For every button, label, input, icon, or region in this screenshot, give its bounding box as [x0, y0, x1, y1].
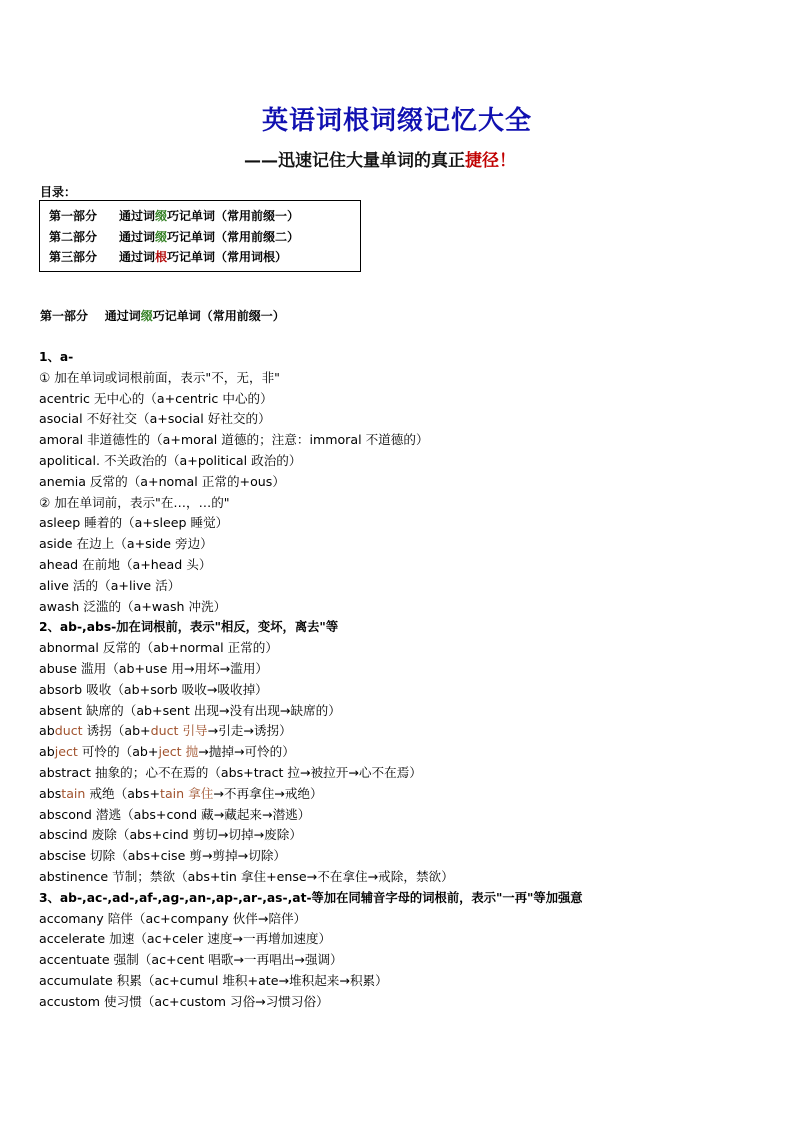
word-entry — [39, 721, 583, 742]
word-entry: accumulate 积累（ac+cumul 堆积+ate→堆积起来→积累） — [39, 972, 388, 988]
section-text: 巧记单词（常用前缀一） — [152, 309, 285, 323]
entry-fragment: duct 引导 — [150, 723, 208, 739]
toc-item-text: 巧记单词（常用词根） — [167, 250, 288, 264]
page-subtitle — [244, 146, 516, 171]
section-part: 第一部分 — [40, 309, 89, 323]
toc-item-text: 通过词 — [119, 229, 156, 244]
word-entry: abscise 切除（abs+cise 剪→剪掉→切除） — [39, 848, 287, 864]
section-text: 通过词 — [104, 309, 141, 323]
entry-fragment: tain 拿住 — [160, 785, 214, 801]
entry-fragment: 诱拐（ab+ — [82, 723, 151, 739]
word-entry: abstinence 节制；禁欲（abs+tin 拿住+ense→不在拿住→戒除，禁欲） — [39, 868, 454, 884]
word-entry: amoral 非道德性的（a+moral 道德的；注意：immoral 不道德的） — [39, 432, 429, 448]
entry-heading: 1、a- — [39, 350, 74, 364]
word-entry: accelerate 加速（ac+celer 速度→一再增加速度） — [39, 931, 332, 947]
word-entry: asocial 不好社交（a+social 好社交的） — [39, 411, 271, 427]
word-entry: abnormal 反常的（ab+normal 正常的） — [39, 640, 278, 656]
toc-item-part: 第一部分 — [49, 209, 98, 223]
entry-fragment: duct — [54, 723, 83, 739]
word-entry: abscond 潜逃（abs+cond 藏→藏起来→潜逃） — [39, 806, 311, 822]
word-entry: accustom 使习惯（ac+custom 习俗→习惯习俗） — [39, 993, 329, 1009]
entry-fragment: abs — [39, 785, 62, 801]
word-entry: accentuate 强制（ac+cent 唱歌→一再唱出→强调） — [39, 952, 343, 968]
word-entry: accomany 陪伴（ac+company 伙伴→陪伴） — [39, 910, 307, 926]
toc-item-text: 巧记单词（常用前缀二） — [167, 229, 300, 244]
entry-fragment: ject 抛 — [158, 744, 199, 760]
word-entry: abstract 抽象的；心不在焉的（abs+tract 拉→被拉开→心不在焉） — [39, 764, 422, 780]
toc-item-text: 巧记单词（常用前缀一） — [167, 209, 300, 223]
toc-item-part: 第三部分 — [49, 250, 98, 264]
table-of-contents — [39, 200, 361, 272]
entry-fragment: ject — [54, 744, 78, 760]
subtitle-highlight: 捷径 — [465, 151, 499, 171]
toc-item-mark: 缀 — [155, 229, 168, 244]
word-entry: awash 泛滥的（a+wash 冲洗） — [39, 598, 227, 614]
word-entry: abscind 废除（abs+cind 剪切→切掉→废除） — [39, 827, 302, 843]
toc-item[interactable] — [49, 247, 360, 268]
entry-fragment: →不再拿住→戒绝） — [213, 785, 323, 801]
word-entry — [39, 742, 583, 763]
section-heading — [40, 307, 285, 324]
toc-item-part: 第二部分 — [49, 229, 98, 244]
word-entry: alive 活的（a+live 活） — [39, 577, 181, 593]
word-entry: anemia 反常的（a+nomal 正常的+ous） — [39, 473, 285, 489]
word-entry: abuse 滥用（ab+use 用→用坏→滥用） — [39, 660, 269, 676]
page-title: 英语词根词缀记忆大全 — [261, 106, 532, 136]
word-entry: aside 在边上（a+side 旁边） — [39, 536, 213, 552]
word-entry: absent 缺席的（ab+sent 出现→没有出现→缺席的） — [39, 702, 341, 718]
toc-item-text: 通过词 — [119, 209, 156, 223]
word-entry: ① 加在单词或词根前面，表示"不，无，非" — [39, 369, 280, 385]
word-entry — [39, 784, 583, 805]
entry-fragment: tain — [61, 785, 86, 801]
entry-fragment: 可怜的（ab+ — [77, 744, 159, 760]
section-mark: 缀 — [140, 309, 153, 323]
toc-item[interactable] — [49, 206, 360, 227]
word-entry: ② 加在单词前，表示"在…，…的" — [39, 494, 230, 510]
subtitle-suffix: ！ — [499, 151, 516, 171]
entry-fragment: →引走→诱拐） — [207, 723, 292, 739]
entry-fragment: ab — [39, 723, 55, 739]
word-entry: absorb 吸收（ab+sorb 吸收→吸收掉） — [39, 681, 268, 697]
word-list — [39, 347, 583, 1013]
toc-item[interactable] — [49, 227, 360, 248]
entry-fragment: 戒绝（abs+ — [85, 785, 161, 801]
toc-item-mark: 根 — [155, 250, 168, 264]
entry-fragment: ab — [39, 744, 55, 760]
entry-fragment: →抛掉→可怜的） — [198, 744, 295, 760]
word-entry: apolitical. 不关政治的（a+political 政治的） — [39, 452, 302, 468]
toc-label: 目录： — [40, 185, 77, 199]
subtitle-prefix: ——迅速记住大量单词的真正 — [244, 151, 465, 171]
word-entry: asleep 睡着的（a+sleep 睡觉） — [39, 515, 229, 531]
entry-heading: 3、ab-,ac-,ad-,af-,ag-,an-,ap-,ar-,as-,at-等加在同辅音字母的词根前，表示"一再"等加强意 — [39, 890, 583, 905]
toc-item-mark: 缀 — [155, 209, 168, 223]
word-entry: ahead 在前地（a+head 头） — [39, 556, 212, 572]
word-entry: acentric 无中心的（a+centric 中心的） — [39, 390, 273, 406]
entry-heading: 2、ab-,abs-加在词根前，表示"相反，变坏，离去"等 — [39, 620, 339, 635]
toc-item-text: 通过词 — [119, 250, 156, 264]
